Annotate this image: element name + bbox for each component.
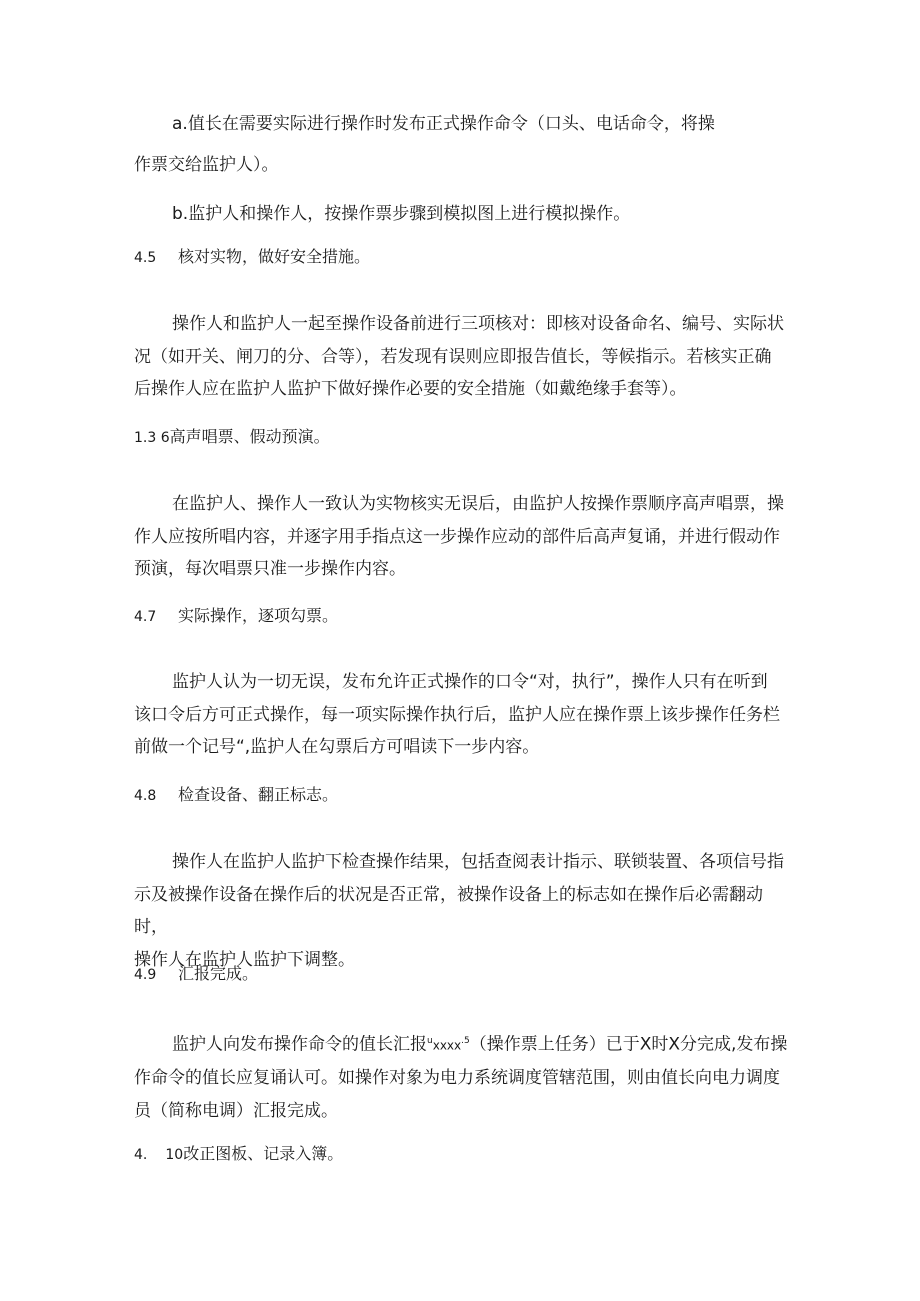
section-4-10-heading	[134, 1143, 343, 1166]
paragraph-line: 后操作人应在监护人监护下做好操作必要的安全措施（如戴绝缘手套等）。	[134, 379, 687, 399]
step-b-line: b.监护人和操作人，按操作票步骤到模拟图上进行模拟操作。	[172, 204, 631, 224]
paragraph-4-8	[134, 846, 794, 976]
section-number: 4.7	[134, 609, 157, 625]
paragraph-line: 在监护人、操作人一致认为实物核实无误后，由监护人按操作票顺序高声唱票，操	[172, 494, 784, 514]
paragraph-line: 况（如开关、闸刀的分、合等），若发现有误则应即报告值长，等候指示。若核实正确	[134, 346, 772, 367]
section-subnumber: 10	[165, 1147, 184, 1163]
section-number: 1.3 6	[134, 430, 170, 446]
section-title: 实际操作，逐项勾票。	[178, 606, 339, 625]
paragraph-line: 预演，每次唱票只准一步操作内容。	[134, 559, 406, 579]
section-number: 4.9	[134, 967, 157, 983]
section-4-6-heading	[134, 426, 330, 449]
paragraph-line: 作命令的值长应复诵认可。如操作对象为电力系统调度管辖范围，则由值长向电力调度	[134, 1068, 780, 1089]
paragraph-line: 前做一个记号“,监护人在勾票后方可唱读下一步内容。	[134, 737, 540, 757]
paragraph-4-9	[134, 1025, 794, 1127]
paragraph-4-7	[134, 666, 794, 764]
section-title: 高声唱票、假动预演。	[169, 427, 330, 446]
paragraph-line: 作人应按所唱内容，并逐字用手指点这一步操作应动的部件后高声复诵，并进行假动作	[134, 526, 780, 547]
section-title: 核对实物，做好安全措施。	[178, 247, 371, 266]
section-title: 汇报完成。	[178, 964, 259, 983]
paragraph-line: 操作人在监护人监护下检查操作结果，包括查阅表计指示、联锁装置、各项信号指	[172, 852, 784, 872]
paragraph-line: 示及被操作设备在操作后的状况是否正常，被操作设备上的标志如在操作后必需翻动时，	[134, 884, 763, 937]
section-4-9-heading	[134, 963, 258, 986]
paragraph-line: 该口令后方可正式操作，每一项实际操作执行后，监护人应在操作票上该步操作任务栏	[134, 704, 780, 725]
paragraph-line: 监护人向发布操作命令的值长汇报$^u$xxxx$^{.5}$（操作票上任务）已于X时X分完成,发布操	[172, 1034, 788, 1055]
section-number: 4.8	[134, 788, 157, 804]
section-4-5-heading	[134, 246, 370, 269]
paragraph-line: 操作人在监护人监护下调整。	[134, 949, 355, 970]
section-title: 检查设备、翻正标志。	[178, 785, 339, 804]
section-4-7-heading	[134, 605, 338, 628]
paragraph-line: 操作人和监护人一起至操作设备前进行三项核对：即核对设备命名、编号、实际状	[172, 314, 784, 334]
section-title: 改正图板、记录入簿。	[183, 1144, 344, 1163]
paragraph-line: 监护人认为一切无误，发布允许正式操作的口令“对，执行”，操作人只有在听到	[172, 672, 768, 692]
section-number: 4.5	[134, 250, 157, 266]
paragraph-4-6	[134, 488, 794, 586]
step-a-line1: a.值长在需要实际进行操作时发布正式操作命令（口头、电话命令，将操	[172, 114, 715, 134]
paragraph-line: 员（简称电调）汇报完成。	[134, 1100, 338, 1121]
step-a-line2: 作票交给监护人）。	[134, 155, 279, 175]
paragraph-4-5	[134, 308, 794, 406]
section-number: 4.	[134, 1147, 148, 1163]
section-4-8-heading	[134, 784, 338, 807]
